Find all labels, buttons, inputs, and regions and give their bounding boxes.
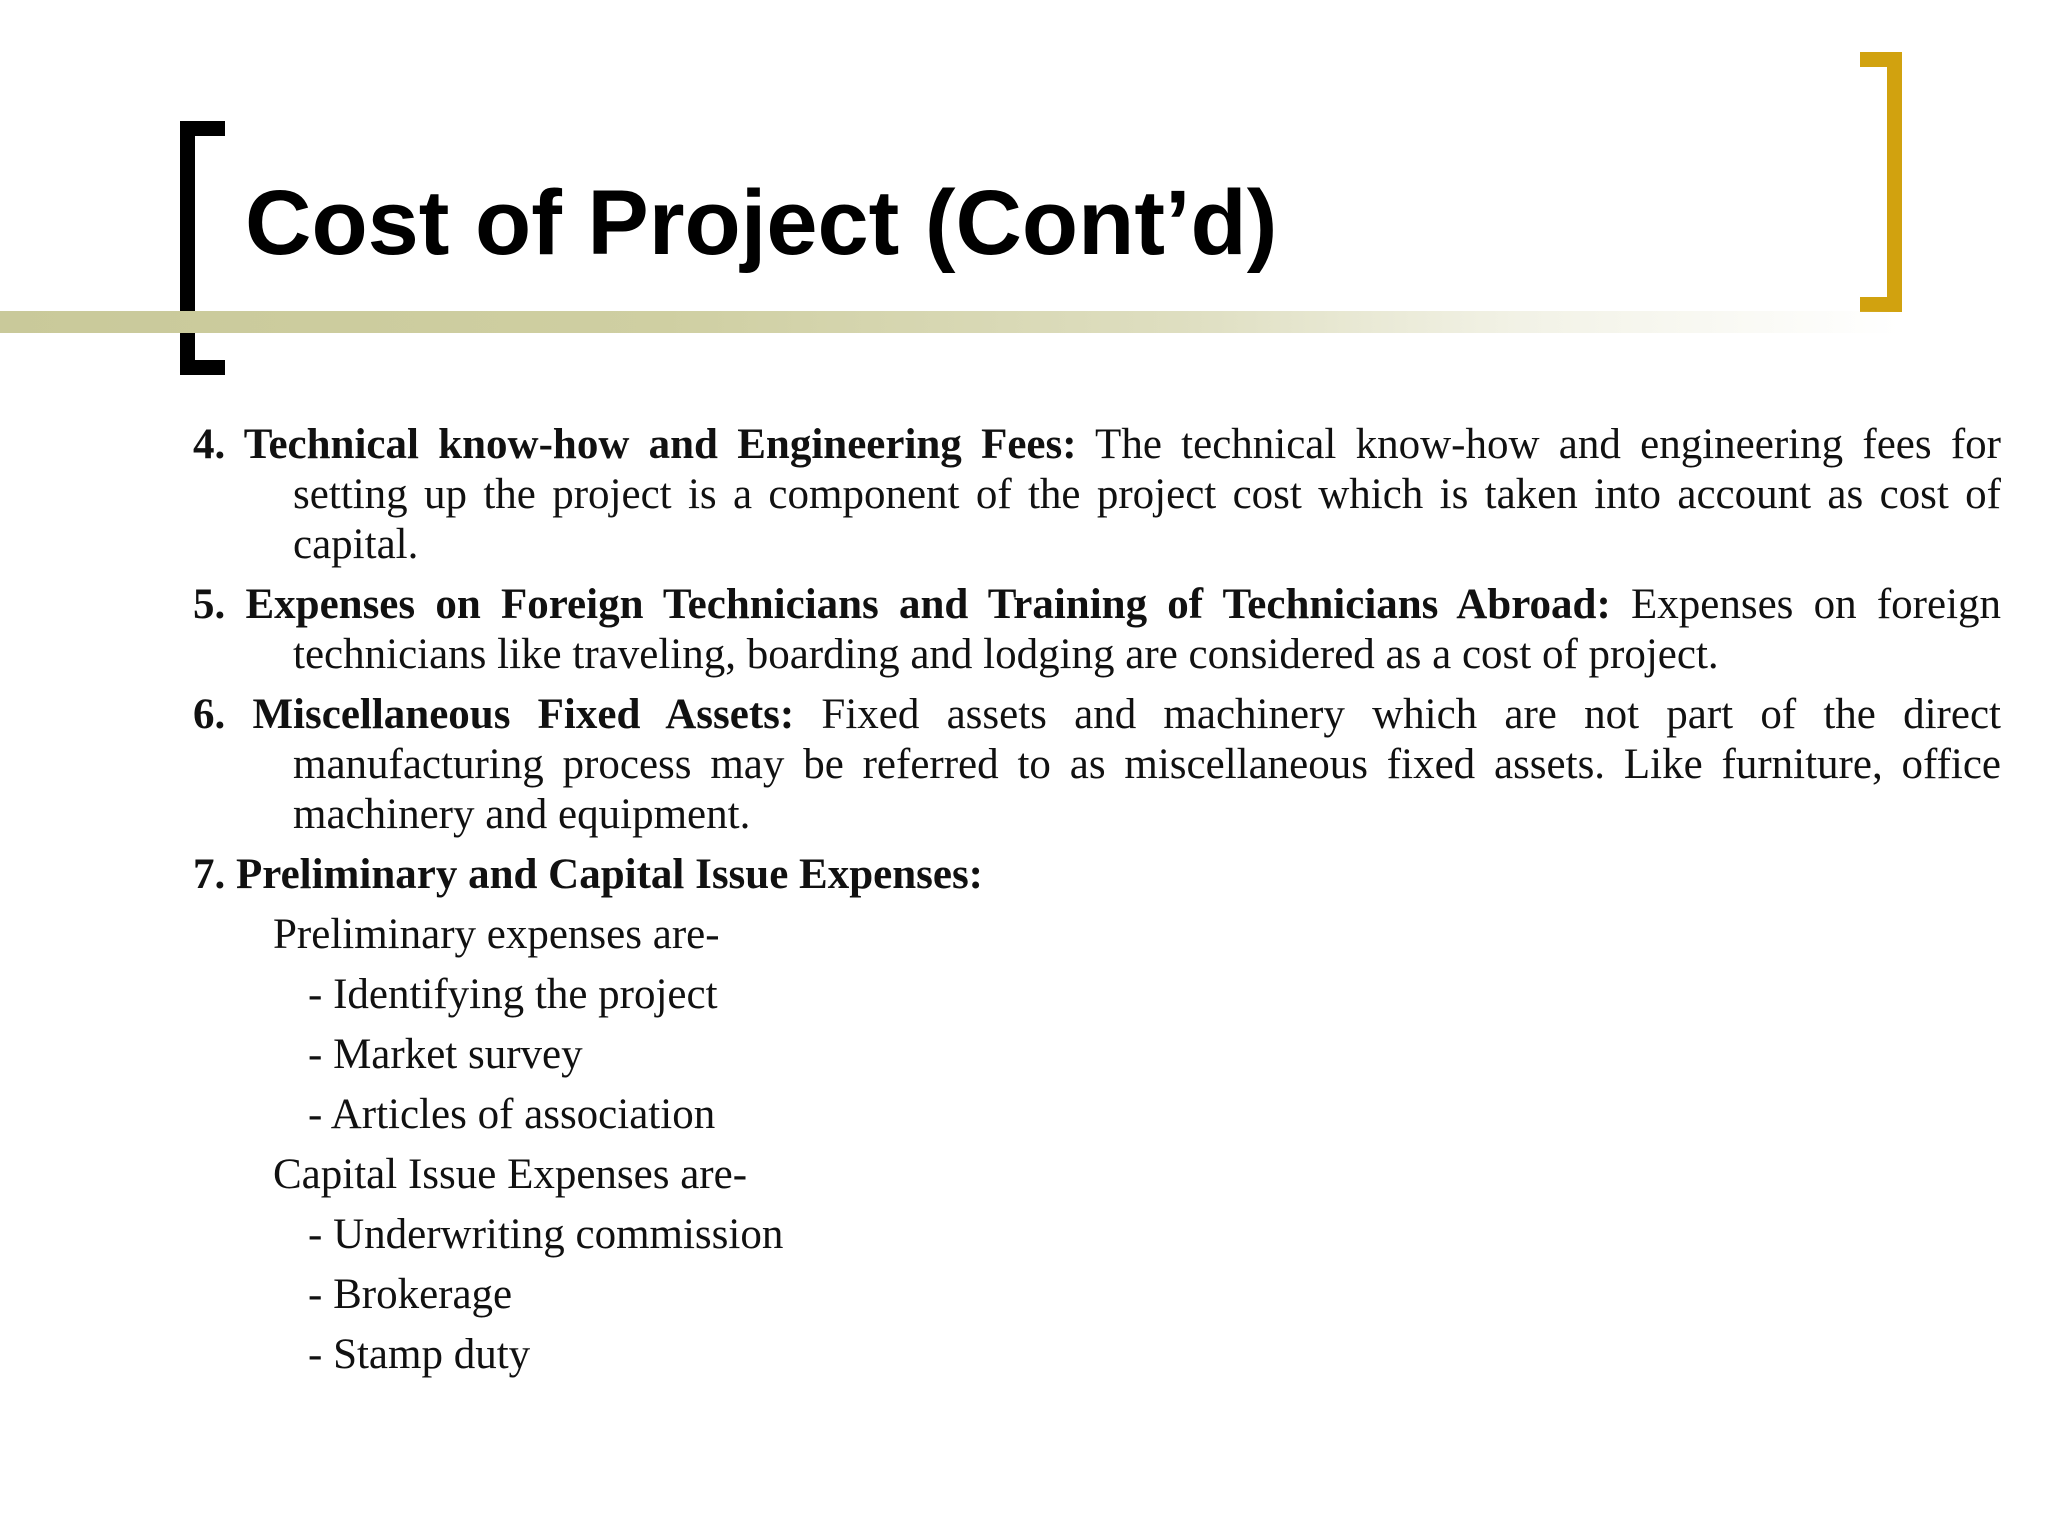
right-bracket-vertical bbox=[1887, 52, 1902, 312]
point-body: Fixed assets and machinery which are not part of the direct manufacturing process may be referred to as miscellaneous fixed assets. Like furniture, office machinery and equipment. bbox=[293, 691, 2001, 838]
right-bracket-bottom bbox=[1860, 297, 1902, 312]
left-bracket-vertical bbox=[180, 121, 195, 375]
list-item: - Articles of association bbox=[308, 1091, 716, 1138]
left-bracket-top bbox=[180, 121, 225, 136]
list-item: - Identifying the project bbox=[308, 971, 718, 1018]
left-bracket-bottom bbox=[180, 360, 225, 375]
point-lead: 5. Expenses on Foreign Technicians and Training of Technicians Abroad: bbox=[193, 581, 1611, 628]
point-body: Expenses on foreign technicians like traveling, boarding and lodging are considered as a cost of project. bbox=[293, 581, 2002, 678]
list-item: - Underwriting commission bbox=[308, 1211, 784, 1258]
capital-issue-heading: Capital Issue Expenses are- bbox=[273, 1151, 748, 1198]
right-bracket-top bbox=[1860, 52, 1902, 67]
list-item: - Market survey bbox=[308, 1031, 583, 1078]
list-item: - Brokerage bbox=[308, 1271, 513, 1318]
slide-content bbox=[193, 420, 2001, 1390]
preliminary-heading: Preliminary expenses are- bbox=[273, 911, 720, 958]
point-technical-fees bbox=[193, 420, 2001, 570]
point-misc-fixed-assets bbox=[193, 690, 2001, 840]
point-lead: 7. Preliminary and Capital Issue Expenses: bbox=[193, 851, 983, 898]
slide-title: Cost of Project (Cont’d) bbox=[245, 172, 1278, 274]
title-underline-bar bbox=[0, 311, 1900, 333]
point-lead: 6. Miscellaneous Fixed Assets: bbox=[193, 691, 795, 738]
list-item: - Stamp duty bbox=[308, 1331, 531, 1378]
point-preliminary-capital-issue bbox=[193, 850, 2001, 900]
point-body: The technical know-how and engineering fees for setting up the project is a component of the project cost which is taken into account as cost of capital. bbox=[293, 421, 2001, 568]
point-foreign-technicians bbox=[193, 580, 2001, 680]
point-lead: 4. Technical know-how and Engineering Fees: bbox=[193, 421, 1077, 468]
